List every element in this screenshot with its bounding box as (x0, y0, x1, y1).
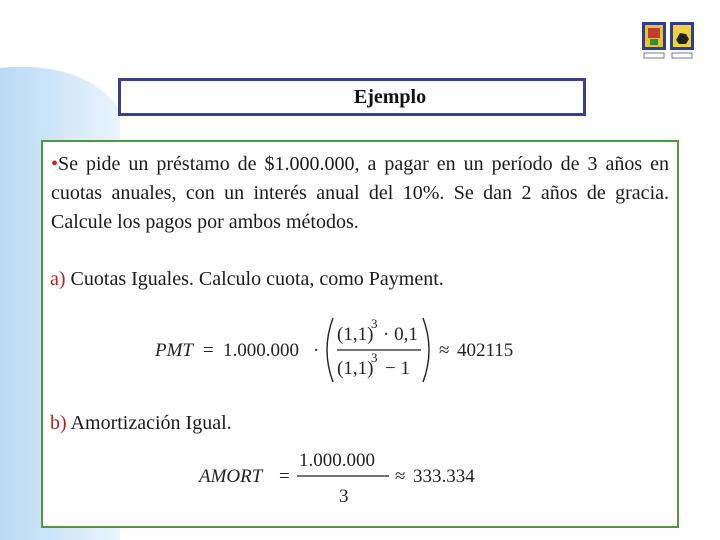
problem-text: Se pide un préstamo de $1.000.000, a pagar en un período de 3 años en cuotas anuales, con un interés anual del 10%. Se dan 2 años de gracia. Calcule los pagos por ambos métodos. (51, 153, 669, 233)
formula-a-principal: 1.000.000 (223, 340, 299, 361)
formula-a-eq: = (203, 340, 214, 361)
formula-b-lhs: AMORT (199, 466, 263, 487)
formula-a-den-base: (1,1) (337, 358, 374, 379)
formula-b-eq: = (279, 466, 290, 487)
bullet-icon: • (51, 153, 59, 175)
faculty-logo-icon (670, 22, 694, 58)
formula-a-lhs: PMT (155, 340, 193, 361)
item-a-text: Cuotas Iguales. Calculo cuota, como Payment. (70, 268, 444, 290)
item-b-letter: b) (50, 412, 67, 434)
slide-title: Ejemplo (353, 85, 427, 108)
item-b (50, 410, 232, 436)
formula-a-dot: · (313, 340, 320, 361)
formula-a-approx: ≈ (439, 340, 450, 361)
formula-a-den-rest: − 1 (385, 358, 410, 379)
formula-a-den-exp: 3 (371, 350, 378, 365)
formula-amort (193, 446, 493, 510)
slide-title-box (118, 78, 586, 116)
item-a-letter: a) (50, 268, 66, 290)
formula-a-num-rest: · 0,1 (383, 324, 418, 345)
formula-pmt (151, 314, 531, 386)
formula-b-denominator: 3 (339, 486, 349, 507)
content-box (41, 140, 679, 528)
formula-b-approx: ≈ (395, 466, 406, 487)
formula-a-num-base: (1,1) (337, 324, 374, 345)
item-b-text: Amortización Igual. (70, 412, 232, 434)
formula-b-result: 333.334 (413, 466, 475, 487)
logos (640, 20, 698, 62)
formula-b-numerator: 1.000.000 (299, 450, 375, 471)
left-paren (327, 318, 333, 382)
item-a (50, 266, 444, 292)
university-logo-icon (642, 22, 666, 58)
problem-statement (51, 150, 669, 237)
formula-a-num-exp: 3 (371, 316, 378, 331)
formula-a-result: 402115 (457, 340, 514, 361)
right-paren (423, 318, 429, 382)
